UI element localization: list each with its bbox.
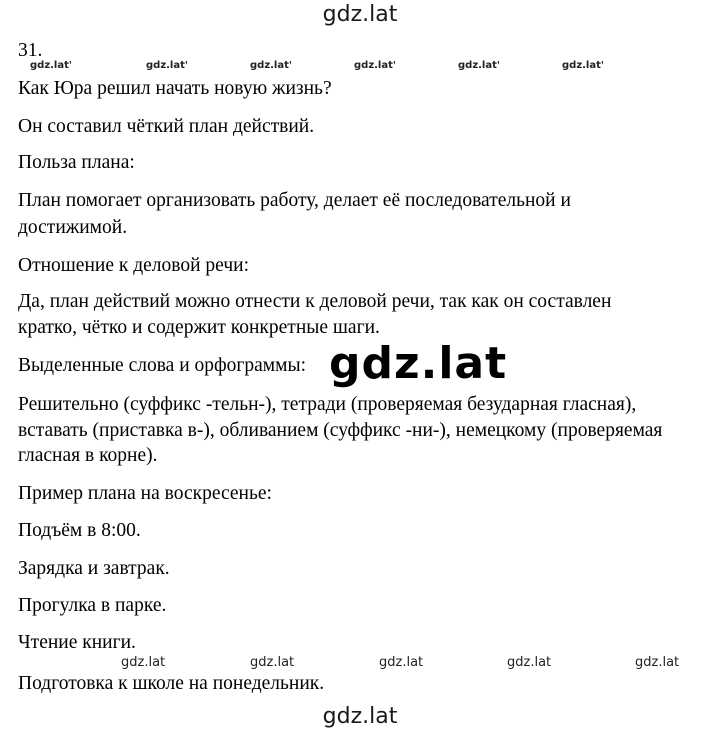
answer-line: Он составил чёткий план действий. bbox=[18, 116, 315, 137]
watermark-small: gdz.lat' bbox=[250, 60, 292, 71]
watermark-small: gdz.lat bbox=[507, 655, 552, 670]
plan-item: Подготовка к школе на понедельник. bbox=[18, 673, 325, 694]
paragraph-line: достижимой. bbox=[18, 217, 128, 238]
watermark-header: gdz.lat bbox=[322, 2, 398, 27]
paragraph-line: вставать (приставка в-), обливанием (суффикс -ни-), немецкому (проверяемая bbox=[18, 420, 663, 441]
paragraph-line: кратко, чётко и содержит конкретные шаги. bbox=[18, 317, 380, 338]
watermark-row-top bbox=[0, 60, 720, 74]
paragraph-line: гласная в корне). bbox=[18, 445, 158, 466]
watermark-footer: gdz.lat bbox=[322, 704, 398, 729]
paragraph-line: План помогает организовать работу, делает её последовательной и bbox=[18, 190, 571, 211]
paragraph-line: Решительно (суффикс -тельн-), тетради (проверяемая безударная гласная), bbox=[18, 394, 637, 415]
watermark-small: gdz.lat bbox=[635, 655, 680, 670]
watermark-large: gdz.lat bbox=[329, 338, 508, 389]
watermark-small: gdz.lat bbox=[250, 655, 295, 670]
watermark-small: gdz.lat' bbox=[458, 60, 500, 71]
section-heading: Пример плана на воскресенье: bbox=[18, 483, 272, 504]
watermark-small: gdz.lat' bbox=[146, 60, 188, 71]
section-heading: Польза плана: bbox=[18, 152, 135, 173]
watermark-small: gdz.lat' bbox=[30, 60, 72, 71]
section-heading: Отношение к деловой речи: bbox=[18, 255, 249, 276]
plan-item: Зарядка и завтрак. bbox=[18, 558, 170, 579]
watermark-small: gdz.lat' bbox=[562, 60, 604, 71]
watermark-row-bottom bbox=[0, 655, 720, 669]
watermark-small: gdz.lat bbox=[121, 655, 166, 670]
plan-item: Чтение книги. bbox=[18, 632, 136, 653]
watermark-small: gdz.lat' bbox=[354, 60, 396, 71]
task-number: 31. bbox=[18, 40, 43, 61]
watermark-small: gdz.lat bbox=[379, 655, 424, 670]
plan-item: Прогулка в парке. bbox=[18, 595, 167, 616]
section-heading: Выделенные слова и орфограммы: bbox=[18, 355, 306, 376]
question-line: Как Юра решил начать новую жизнь? bbox=[18, 78, 332, 99]
paragraph-line: Да, план действий можно отнести к деловой речи, так как он составлен bbox=[18, 291, 612, 312]
plan-item: Подъём в 8:00. bbox=[18, 520, 141, 541]
